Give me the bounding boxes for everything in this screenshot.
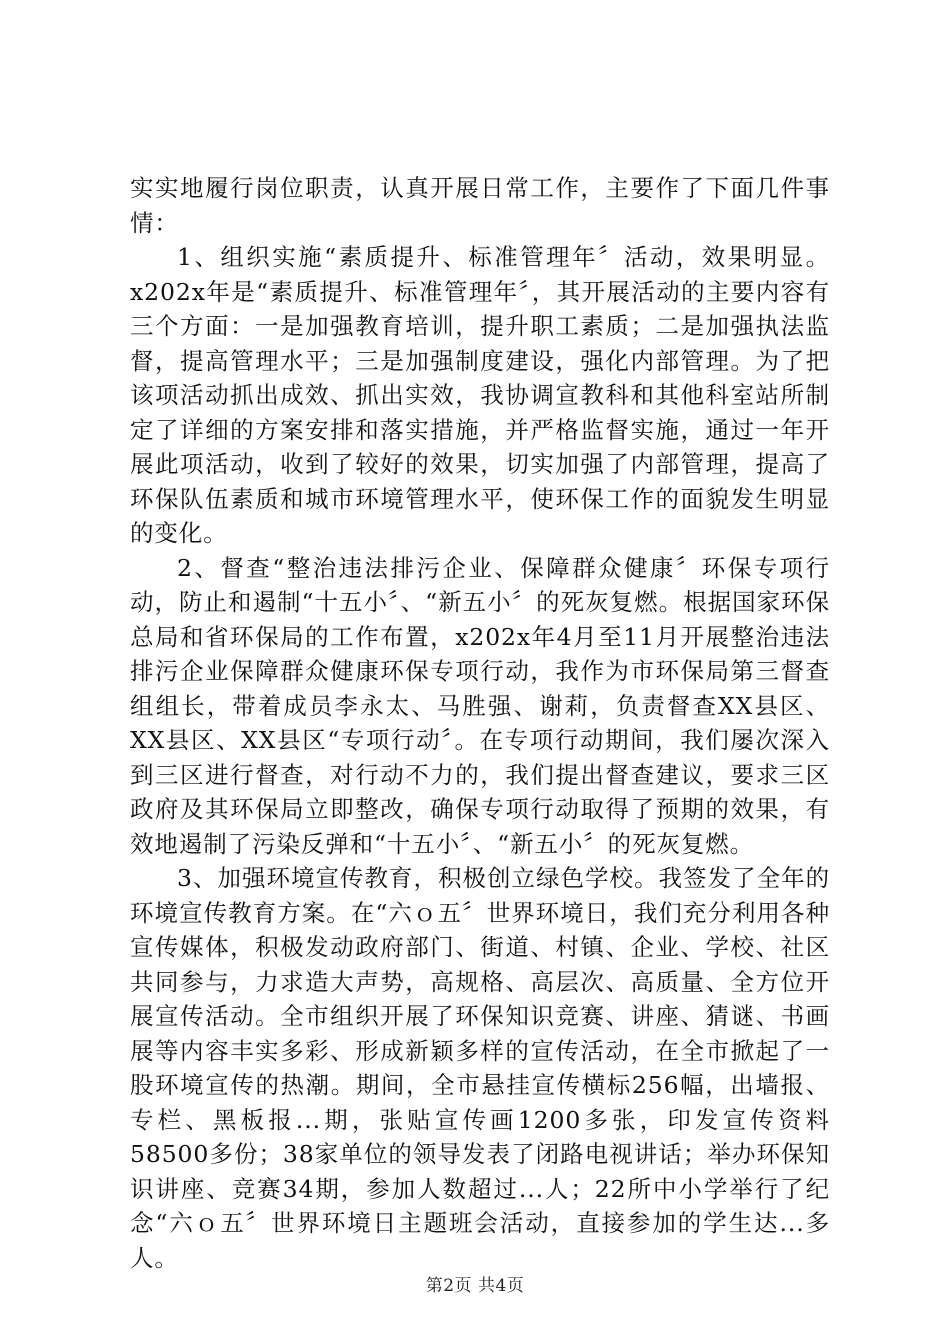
paragraph-item-2: 2、督查“整治违法排污企业、保障群众健康〞环保专项行动，防止和遏制“十五小〞、“新五小〞的死灰复燃。根据国家环保总局和省环保局的工作布置，x202x年4月至11月开展整治违法排污企业保障群众健康环保专项行动，我作为市环保局第三督查组组长，带着成员李永太、马胜强、谢莉，负责督查XX县区、XX县区、XX县区“专项行动〞。在专项行动期间，我们屡次深入到三区进行督查，对行动不力的，我们提出督查建议，要求三区政府及其环保局立即整改，确保专项行动取得了预期的效果，有效地遏制了污染反弹和“十五小〞、“新五小〞的死灰复燃。 [130, 553, 830, 858]
page-number-footer: 第2页 共4页 [425, 1276, 525, 1296]
document-body [130, 171, 830, 1275]
paragraph-item-1: 1、组织实施“素质提升、标准管理年〞活动，效果明显。x202x年是“素质提升、标准管理年〞，其开展活动的主要内容有三个方面：一是加强教育培训，提升职工素质；二是加强执法监督，提高管理水平；三是加强制度建设，强化内部管理。为了把该项活动抓出成效、抓出实效，我协调宣教科和其他科室站所制定了详细的方案安排和落实措施，并严格监督实施，通过一年开展此项活动，收到了较好的效果，切实加强了内部管理，提高了环保队伍素质和城市环境管理水平，使环保工作的面貌发生明显的变化。 [130, 243, 830, 547]
paragraph-intro: 实实地履行岗位职责，认真开展日常工作，主要作了下面几件事情： [130, 174, 830, 237]
paragraph-item-3: 3、加强环境宣传教育，积极创立绿色学校。我签发了全年的环境宣传教育方案。在“六ｏ五〞世界环境日，我们充分利用各种宣传媒体，积极发动政府部门、街道、村镇、企业、学校、社区共同参与，力求造大声势，高规格、高层次、高质量、全方位开展宣传活动。全市组织开展了环保知识竞赛、讲座、猜谜、书画展等内容丰实多彩、形成新颖多样的宣传活动，在全市掀起了一股环境宣传的热潮。期间，全市悬挂宣传横标256幅，出墙报、专栏、黑板报...期，张贴宣传画1200多张，印发宣传资料58500多份；38家单位的领导发表了闭路电视讲话；举办环保知识讲座、竞赛34期，参加人数超过...人；22所中小学举行了纪念“六ｏ五〞世界环境日主题班会活动，直接参加的学生达...多人。 [130, 864, 830, 1272]
